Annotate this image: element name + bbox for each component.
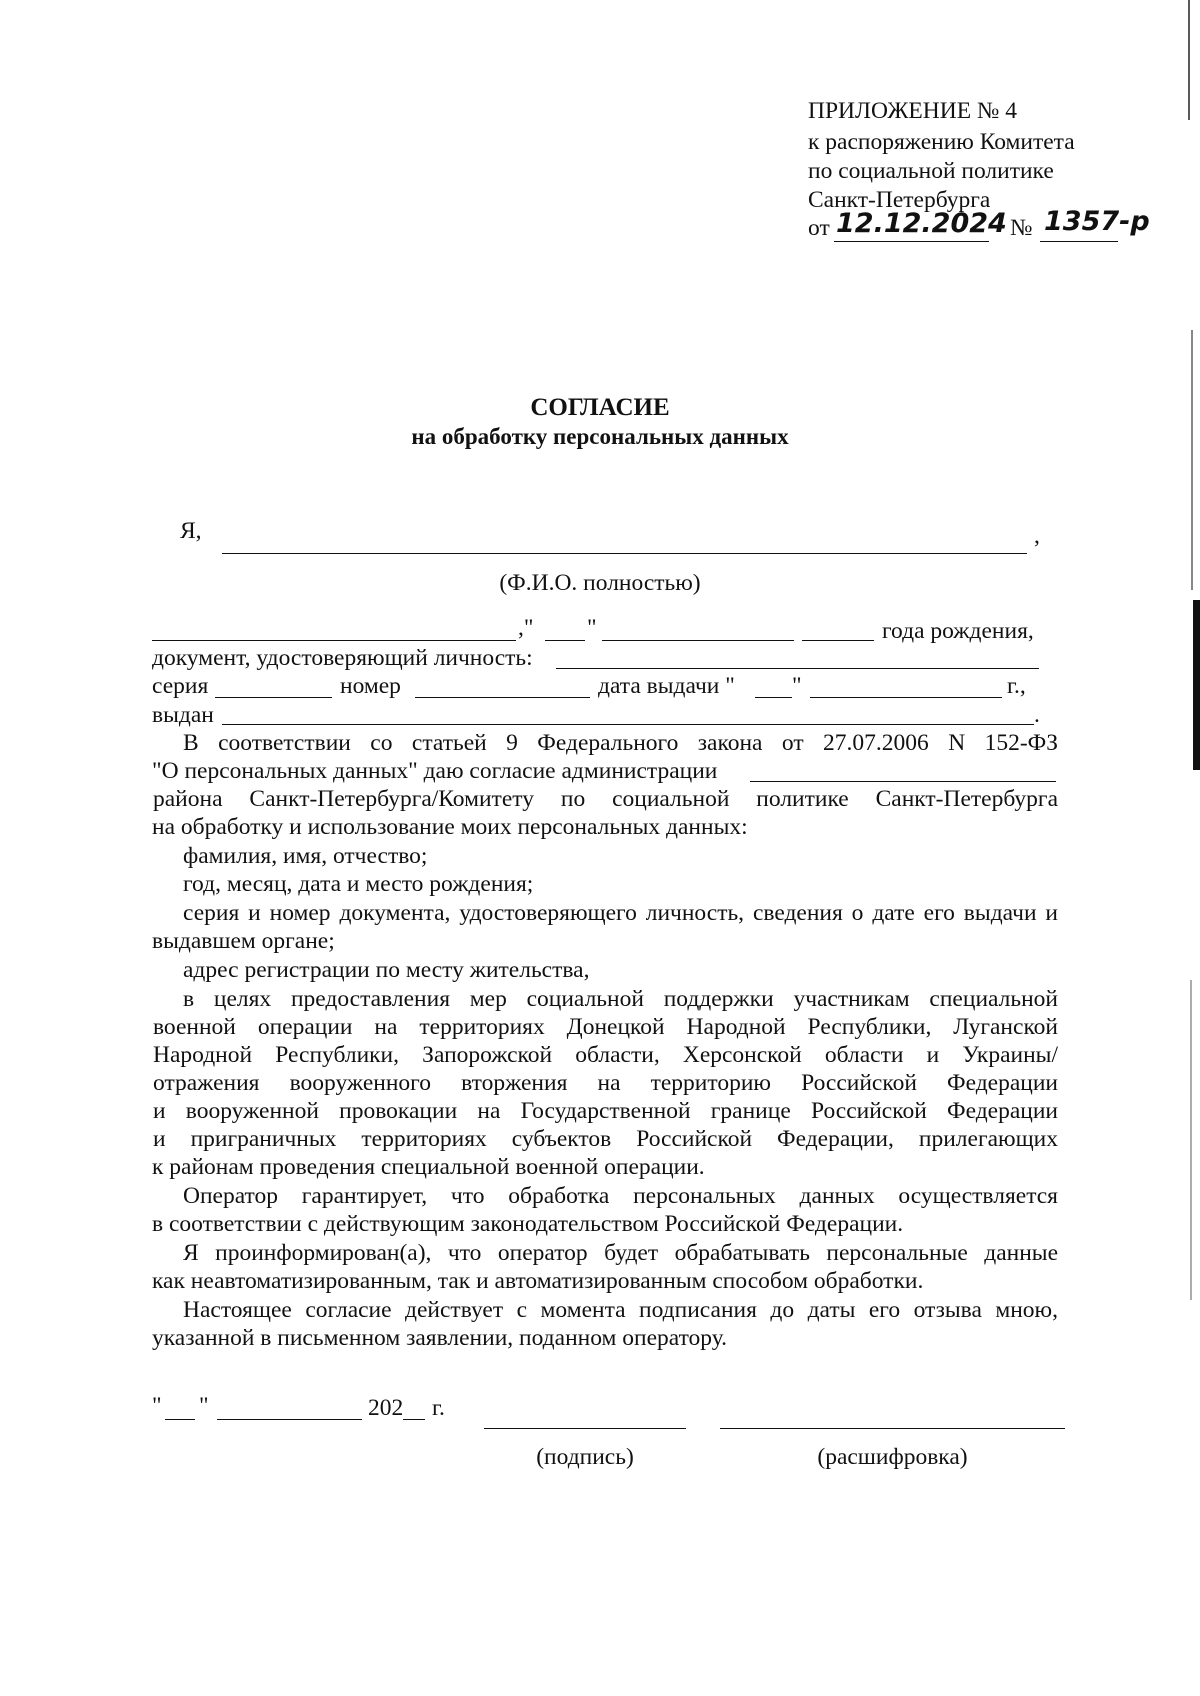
document-subtitle: на обработку персональных данных (411, 424, 789, 449)
birth-year-label: года рождения, (882, 618, 1034, 644)
list-item-fio: фамилия, имя, отчество; (183, 843, 428, 869)
number-prefix: № (1010, 215, 1033, 241)
p2-line6: и приграничных территориях субъектов Российской Федерации, прилегающих (153, 1126, 1058, 1152)
appendix-title: ПРИЛОЖЕНИЕ № 4 (808, 98, 1017, 124)
vydan-dot: . (1034, 702, 1040, 728)
appendix-line-city: Санкт-Петербурга (808, 187, 991, 213)
p4-line2: как неавтоматизированным, так и автоматизированным способом обработки. (152, 1268, 924, 1294)
fio-hint: (Ф.И.О. полностью) (499, 570, 701, 596)
nomer-field-line[interactable] (415, 697, 590, 698)
list-item-doc-line2: выдавшем органе; (152, 928, 335, 954)
sign-month-line[interactable] (217, 1419, 362, 1420)
list-item-address: адрес регистрации по месту жительства, (183, 957, 590, 983)
scan-edge-mid (1191, 330, 1193, 590)
nomer-label: номер (340, 673, 401, 699)
p3-line1: Оператор гарантирует, что обработка персональных данных осуществляется (183, 1183, 1058, 1209)
issue-date-label: дата выдачи " (598, 673, 735, 699)
p5-line2: указанной в письменном заявлении, поданном оператору. (152, 1325, 728, 1351)
sign-date-quote-open: " (152, 1393, 162, 1419)
ya-label: Я, (180, 518, 202, 544)
sign-g-label: г. (432, 1395, 445, 1421)
document-title: СОГЛАСИЕ (530, 394, 670, 421)
fio-comma: , (1034, 523, 1040, 549)
doc-label: документ, удостоверяющий личность: (152, 645, 533, 671)
p1-line4: на обработку и использование моих персональных данных: (152, 814, 748, 840)
sign-date-quote-close: " (199, 1393, 209, 1419)
birth-place-line[interactable] (152, 640, 516, 641)
decode-hint: (расшифровка) (817, 1444, 968, 1470)
signature-hint: (подпись) (536, 1444, 634, 1470)
p5-line1: Настоящее согласие действует с момента подписания до даты его отзыва мною, (183, 1297, 1058, 1323)
scan-edge-low (1190, 980, 1192, 1300)
p2-line1: в целях предоставления мер социальной поддержки участникам специальной (183, 986, 1058, 1012)
sign-day-line[interactable] (165, 1419, 195, 1420)
p2-line4: отражения вооруженного вторжения на территорию Российской Федерации (153, 1070, 1058, 1096)
birth-month-line[interactable] (602, 640, 794, 641)
appendix-line-order: к распоряжению Комитета (808, 129, 1075, 155)
issue-month-year-line[interactable] (810, 697, 1002, 698)
fio-field-line[interactable] (222, 553, 1027, 554)
list-item-doc-line1: серия и номер документа, удостоверяющего личность, сведения о дате его выдачи и (183, 900, 1058, 926)
list-item-birth: год, месяц, дата и место рождения; (183, 871, 534, 897)
birth-comma-quote: ," (518, 615, 534, 641)
sign-year-prefix: 202 (368, 1395, 404, 1421)
p1-line3: района Санкт-Петербурга/Комитету по социальной политике Санкт-Петербурга (153, 786, 1058, 812)
scan-edge-bar (1193, 600, 1200, 770)
number-underline (1040, 241, 1118, 242)
issue-g-label: г., (1007, 673, 1026, 699)
administration-field-line[interactable] (750, 781, 1056, 782)
vydan-label: выдан (152, 702, 214, 728)
doc-field-line[interactable] (556, 668, 1039, 669)
appendix-line-committee: по социальной политике (808, 158, 1054, 184)
signature-line[interactable] (484, 1428, 686, 1429)
p2-line3: Народной Республики, Запорожской области, Херсонской области и Украины/ (153, 1042, 1058, 1068)
p1-line1: В соответствии со статьей 9 Федерального закона от 27.07.2006 N 152-ФЗ (183, 730, 1058, 756)
seria-label: серия (152, 673, 209, 699)
birth-year-line[interactable] (802, 640, 874, 641)
seria-field-line[interactable] (215, 697, 332, 698)
issue-day-line[interactable] (755, 697, 792, 698)
issue-quote: " (792, 673, 802, 699)
p2-line2: военной операции на территориях Донецкой Народной Республики, Луганской (153, 1014, 1058, 1040)
p1-line2: "О персональных данных" даю согласие администрации (152, 758, 718, 784)
vydan-field-line[interactable] (222, 724, 1034, 725)
sign-year-line[interactable] (403, 1419, 425, 1420)
appendix-date-prefix: от (808, 215, 830, 241)
p2-line7: к районам проведения специальной военной операции. (152, 1154, 705, 1180)
handwritten-date: 12.12.2024 (836, 208, 1007, 239)
p4-line1: Я проинформирован(а), что оператор будет обрабатывать персональные данные (183, 1240, 1058, 1266)
date-underline (834, 241, 989, 242)
handwritten-number: 1357-р (1044, 206, 1150, 237)
birth-day-line[interactable] (545, 640, 585, 641)
p3-line2: в соответствии с действующим законодательством Российской Федерации. (152, 1211, 904, 1237)
birth-quote: " (587, 615, 597, 641)
scan-edge-top (1188, 0, 1190, 120)
decode-line[interactable] (720, 1428, 1065, 1429)
p2-line5: и вооруженной провокации на Государственной границе Российской Федерации (153, 1098, 1058, 1124)
